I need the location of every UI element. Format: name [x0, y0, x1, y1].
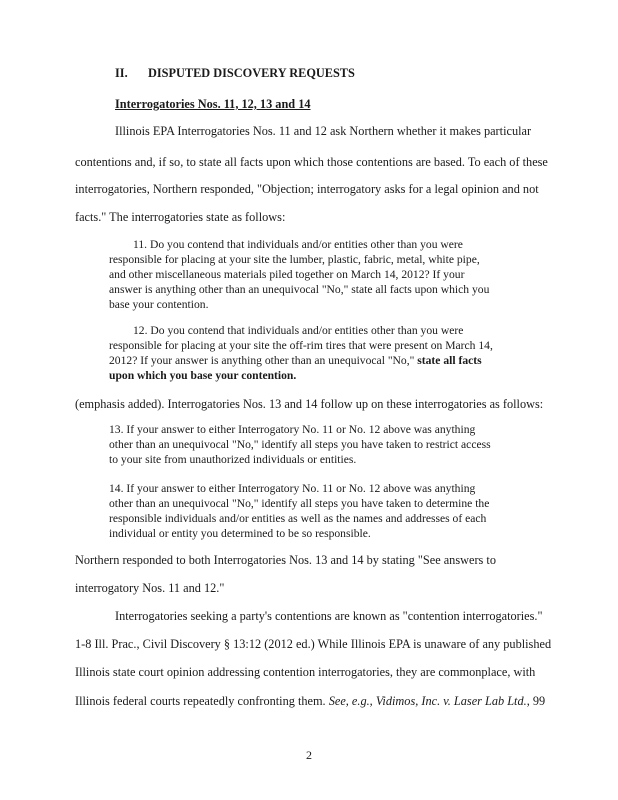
emphasized-text: state all facts [417, 354, 482, 367]
page-number: 2 [306, 748, 312, 762]
paragraph-line: 1-8 Ill. Prac., Civil Discovery § 13:12 (2012 ed.) While Illinois EPA is unaware of any published [75, 637, 552, 651]
interrogatory-11-line: and other miscellaneous materials piled together on March 14, 2012? If your [109, 268, 465, 281]
paragraph-line: facts." The interrogatories state as follows: [75, 210, 286, 224]
interrogatory-11-line: 11. Do you contend that individuals and/or entities other than you were [133, 238, 463, 251]
interrogatory-12-line [109, 354, 482, 367]
interrogatory-11-line: base your contention. [109, 298, 209, 311]
interrogatory-12-line: responsible for placing at your site the off-rim tires that were present on March 14, [109, 339, 493, 352]
interrogatory-13-line: 13. If your answer to either Interrogatory No. 11 or No. 12 above was anything [109, 423, 476, 436]
paragraph-line [75, 694, 545, 708]
paragraph-text: Illinois federal courts repeatedly confronting them. [75, 694, 329, 708]
paragraph-line: Interrogatories seeking a party's contentions are known as "contention interrogatories." [115, 609, 543, 623]
section-number: II. [115, 66, 128, 80]
paragraph-line: Illinois state court opinion addressing contention interrogatories, they are commonplace, with [75, 665, 536, 679]
paragraph-line: interrogatory Nos. 11 and 12." [75, 581, 225, 595]
subheading: Interrogatories Nos. 11, 12, 13 and 14 [115, 97, 311, 111]
interrogatory-12-text: 2012? If your answer is anything other than an unequivocal "No," [109, 354, 418, 367]
interrogatory-14-line: responsible individuals and/or entities as well as the names and addresses of each [109, 512, 487, 525]
interrogatory-13-line: other than an unequivocal "No," identify all steps you have taken to restrict access [109, 438, 491, 451]
paragraph-line: Northern responded to both Interrogatories Nos. 13 and 14 by stating "See answers to [75, 553, 496, 567]
paragraph-line: contentions and, if so, to state all facts upon which those contentions are based. To each of these [75, 155, 548, 169]
interrogatory-14-line: individual or entity you determined to be so responsible. [109, 527, 371, 540]
paragraph-line: (emphasis added). Interrogatories Nos. 13 and 14 follow up on these interrogatories as follows: [75, 397, 544, 411]
emphasized-text: upon which you base your contention. [109, 369, 297, 382]
interrogatory-11-line: answer is anything other than an unequivocal "No," state all facts upon which you [109, 283, 490, 296]
interrogatory-11-line: responsible for placing at your site the lumber, plastic, fabric, metal, white pipe, [109, 253, 480, 266]
interrogatory-12-line: 12. Do you contend that individuals and/or entities other than you were [133, 324, 464, 337]
section-heading: DISPUTED DISCOVERY REQUESTS [148, 66, 355, 80]
case-citation: See, e.g., Vidimos, Inc. v. Laser Lab Ltd. [328, 694, 527, 708]
paragraph-text: , 99 [526, 694, 546, 708]
interrogatory-14-line: 14. If your answer to either Interrogatory No. 11 or No. 12 above was anything [109, 482, 476, 495]
interrogatory-14-line: other than an unequivocal "No," identify all steps you have taken to determine the [109, 497, 490, 510]
interrogatory-13-line: to your site from unauthorized individuals or entities. [109, 453, 357, 466]
paragraph-line: interrogatories, Northern responded, "Objection; interrogatory asks for a legal opinion and not [75, 182, 539, 196]
paragraph-line: Illinois EPA Interrogatories Nos. 11 and 12 ask Northern whether it makes particular [115, 124, 532, 138]
